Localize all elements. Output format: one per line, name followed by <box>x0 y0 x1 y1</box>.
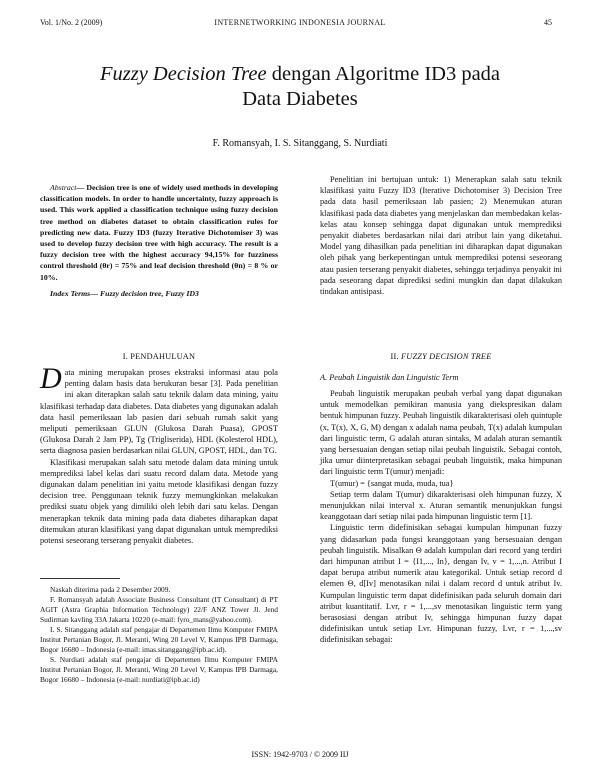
paper-title <box>60 62 540 112</box>
footnote-author3: S. Nurdiati adalah staf pengajar di Departemen Ilmu Komputer FMIPA Institut Pertanian Bogor, Jl. Meranti, Wing 20 Level V, Kampus IPB Darmaga, Bogor 16680 – Indonesia (e-mail: nurdiati@ipb.ac.id) <box>40 655 278 684</box>
authors: F. Romansyah, I. S. Sitanggang, S. Nurdiati <box>212 138 388 149</box>
section2-para2: Setiap term dalam T(umur) dikarakterisasi oleh himpunan fuzzy, X menunjukkan nilai interval x. Aturan semantik menunjukkan fungsi keanggotaan dari setiap nilai pada himpunan linguistic term [1]. <box>320 489 562 522</box>
footnotes <box>40 578 278 685</box>
header-journal: INTERNETWORKING INDONESIA JOURNAL <box>214 18 386 27</box>
section2-prefix: II. <box>390 352 401 361</box>
index-text: — Fuzzy decision tree, Fuzzy ID3 <box>90 289 199 298</box>
page-footer: ISSN: 1942-9703 / © 2009 IIJ <box>251 750 349 759</box>
abstract-lead: Abstract <box>50 183 77 192</box>
section1-para2: Klasifikasi merupakan salah satu metode dalam data mining untuk memprediksi label kelas dari suatu record dalam data. Metode yang digunakan dalam penelitian ini yaitu metode klasifikasi dengan fuzzy decision tree. Penggunaan teknik fuzzy memungkinkan melakukan prediksi suatu objek yang dimiliki oleh lebih dari satu kelas. Dengan menerapkan teknik data mining pada data diabetes diharapkan dapat ditemukan aturan klasifikasi yang dapat digunakan untuk memprediksi potensi seseorang terserang penyakit diabetes. <box>40 457 278 546</box>
section1-para1 <box>40 362 278 457</box>
title-line2: Data Diabetes <box>242 88 358 110</box>
section2-title <box>320 352 562 361</box>
dropcap: D <box>40 362 62 395</box>
abstract-text: — Decision tree is one of widely used methods in developing classification models. In order to handle uncertainty, fuzzy approach is used. This work applied a classification technique using fuzzy decision tree method on diabetes dataset to obtain classification rules for predicting new data. Fuzzy ID3 (fuzzy Iterative Dichotomiser 3) was used to develop fuzzy decision tree with high accuracy. The result is a fuzzy decision tree with the highest accuracy 94,15% for fuzziness control threshold (θr) = 75% and leaf decision threshold (θn) = 8 % or 10%. <box>40 183 278 282</box>
section2-para3: Linguistic term didefinisikan sebagai kumpulan himpunan fuzzy yang didasarkan pada fungsi keanggotaan yang bersesuaian dengan peubah linguistik. Misalkan Θ adalah kumpulan dari record yang terdiri dari himpunan atribut I = {I1,..., In}, dengan Iv, v = 1,...,n. Atribut I dapat berupa atribut numerik atau kategorikal. Untuk setiap record d elemen Θ, d[Iv] menotasikan nilai i dalam record d untuk atribut Iv. Kumpulan linguistic term dapat didefinisikan pada seluruh domain dari atribut kuantitatif. Lvr, r = 1,...,sv menotasikan linguistic term yang berasosiasi dengan atribut Iv, sehingga himpunan fuzzy dapat didefinisikan untuk setiap Lvr. Himpunan fuzzy, Lvr, r = 1,...,sv didefinisikan sebagai: <box>320 523 562 645</box>
section2-formula: T(umur) = {sangat muda, muda, tua} <box>330 478 454 488</box>
header-page-number: 45 <box>544 18 552 27</box>
footnote-author1: F. Romansyah adalah Associate Business Consultant (IT Consultant) di PT AGIT (Astra Graphia Information Technology) 22/F ANZ Tower Jl. Jend Sudirman kavling 33A Jakarta 10220 (e-mail: fyro_mans@yahoo.com). <box>40 595 278 624</box>
right-intro <box>320 174 562 297</box>
footnote-rule <box>40 578 120 579</box>
para1-text: ata mining merupakan proses ekstraksi informasi atau pola penting dalam basis data berukuran besar [3]. Pada penelitian ini akan diterapkan salah satu teknik dalam data mining, yaitu klasifikasi terhadap data diabetes. Data diabetes yang digunakan adalah data hasil pemeriksaan lab pasien dari sebuah rumah sakit yang meliputi pemeriksaan GLUN (Glukosa Darah Puasa), GPOST (Glukosa Darah 2 Jam PP), Tg (Trigliserida), HDL (Kolesterol HDL), serta diagnosa pasien berdasarkan nilai GLUN, GPOST, HDL, dan TG. <box>40 368 278 456</box>
section2-para1: Peubah linguistik merupakan peubah verbal yang dapat digunakan untuk memodelkan pemikiran manusia yang diekspresikan dalam bentuk himpunan fuzzy. Peubah linguistik dikarakterisasi oleh quintuple (x, T(x), X, G, M) dengan x adalah nama peubah, T(x) adalah kumpulan dari linguistic term, G adalah aturan sintaks, M adalah aturan semantik yang bersesuaian dengan setiap nilai peubah linguistik. Sebagai contoh, jika umur diinterpretasikan sebagai peubah linguistik, maka himpunan dari linguistic term T(umur) menjadi: <box>320 389 562 477</box>
index-lead: Index Terms <box>50 289 91 298</box>
footnote-received: Naskah diterima pada 2 Desember 2009. <box>50 585 171 594</box>
section2-italic: FUZZY DECISION TREE <box>401 352 492 361</box>
abstract <box>40 182 278 283</box>
footnote-author2: I. S. Sitanggang adalah staf pengajar di Departemen Ilmu Komputer FMIPA Institut Pertanian Bogor, Jl. Meranti, Wing 20 Level V, Kampus IPB Darmaga, Bogor 16680 – Indonesia (e-mail: imas.sitanggang@ipb.ac.id). <box>40 625 278 654</box>
index-terms <box>40 288 278 299</box>
title-italic: Fuzzy Decision Tree <box>99 63 267 85</box>
header-volume: Vol. 1/No. 2 (2009) <box>40 18 103 27</box>
intro-para: Penelitian ini bertujuan untuk: 1) Menerapkan salah satu teknik klasifikasi yaitu Fuzzy ID3 (Iterative Dichotomiser 3) Decision Tree pada data hasil pemeriksaan lab pasien; 2) Menemukan aturan klasifikasi pada data diabetes yang menjelaskan dan membedakan kelas-kelas atau konsep sehingga dapat digunakan untuk memprediksi penyakit diabetes berdasarkan nilai dari atribut lain yang diketahui. Model yang dihasilkan pada penelitian ini diharapkan dapat digunakan oleh pihak yang berkepentingan untuk memprediksi potensi seseorang atau pasien terserang penyakit diabetes, sehingga terjadinya penyakit ini pada seseorang dapat diprediksi sedini mungkin dan dapat dilakukan tindakan antisipasi. <box>320 175 562 297</box>
section1-title: I. PENDAHULUAN <box>122 352 196 361</box>
section1-body <box>40 362 278 546</box>
title-rest: dengan Algoritme ID3 pada <box>266 63 501 85</box>
subsection-title: A. Peubah Linguistik dan Linguistic Term <box>320 373 459 382</box>
section2-body <box>320 388 562 646</box>
